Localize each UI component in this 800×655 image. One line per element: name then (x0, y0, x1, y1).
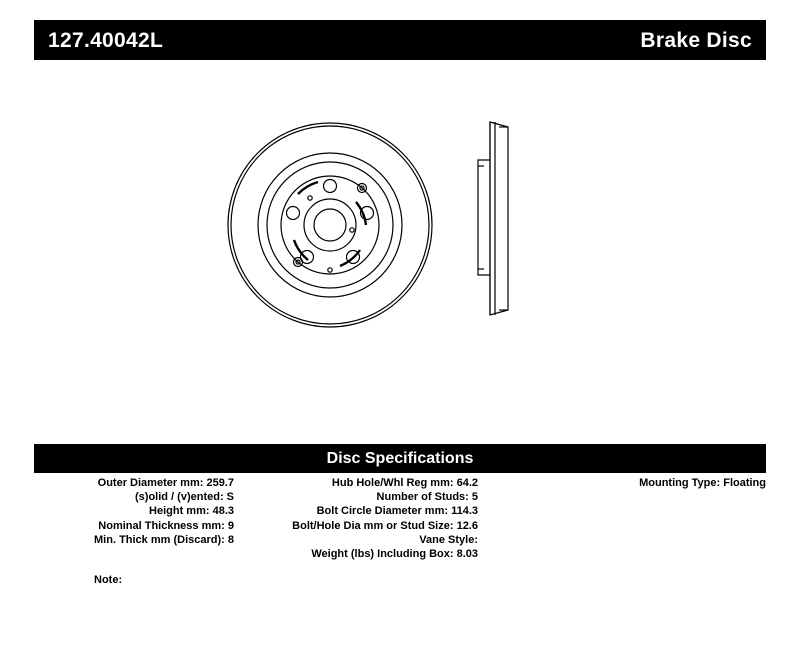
hat-slot (298, 182, 318, 194)
spec-item: Min. Thick mm (Discard): 8 (94, 533, 234, 546)
brake-disc-illustration (190, 70, 610, 400)
lug-hole (324, 180, 337, 193)
specs-header-bar (34, 444, 766, 473)
spec-item: Weight (lbs) Including Box: 8.03 (311, 548, 478, 561)
edge-hat-profile (478, 160, 490, 275)
specs-column-left (34, 476, 234, 547)
detail-mark (308, 196, 312, 200)
note-label: Note: (94, 574, 123, 586)
rotor-center-hole (314, 209, 346, 241)
spec-item: Outer Diameter mm: 259.7 (97, 477, 234, 489)
spec-item: Height mm: 48.3 (149, 505, 234, 518)
specs-column-right (504, 476, 766, 490)
spec-item: Mounting Type: Floating (639, 477, 766, 489)
rotor-friction-ring (258, 153, 402, 297)
part-number: 127.40042L (48, 28, 164, 52)
rotor-hat-outer (267, 162, 393, 288)
specs-column-middle (248, 476, 478, 561)
rotor-outer-circle (228, 123, 432, 327)
header-bar (34, 20, 766, 60)
spec-item: Number of Studs: 5 (376, 491, 478, 504)
spec-item: Bolt/Hole Dia mm or Stud Size: 12.6 (292, 519, 478, 532)
specs-body (34, 476, 766, 596)
specs-title: Disc Specifications (326, 449, 474, 467)
rotor-outer-circle-inner (231, 126, 429, 324)
edge-outer-profile (490, 122, 508, 315)
detail-mark (328, 268, 332, 272)
hat-slot (340, 250, 360, 266)
spec-item: Nominal Thickness mm: 9 (98, 519, 234, 532)
rotor-hat-step (281, 176, 379, 274)
spec-item: Hub Hole/Whl Reg mm: 64.2 (331, 477, 478, 489)
detail-mark (350, 228, 354, 232)
rotor-hub-flange (304, 199, 356, 251)
product-drawing (34, 70, 766, 420)
spec-item: (s)olid / (v)ented: S (135, 491, 234, 504)
product-type-label: Brake Disc (640, 28, 752, 52)
spec-item: Vane Style: (419, 533, 478, 546)
lug-hole (287, 207, 300, 220)
spec-item: Bolt Circle Diameter mm: 114.3 (316, 505, 478, 518)
